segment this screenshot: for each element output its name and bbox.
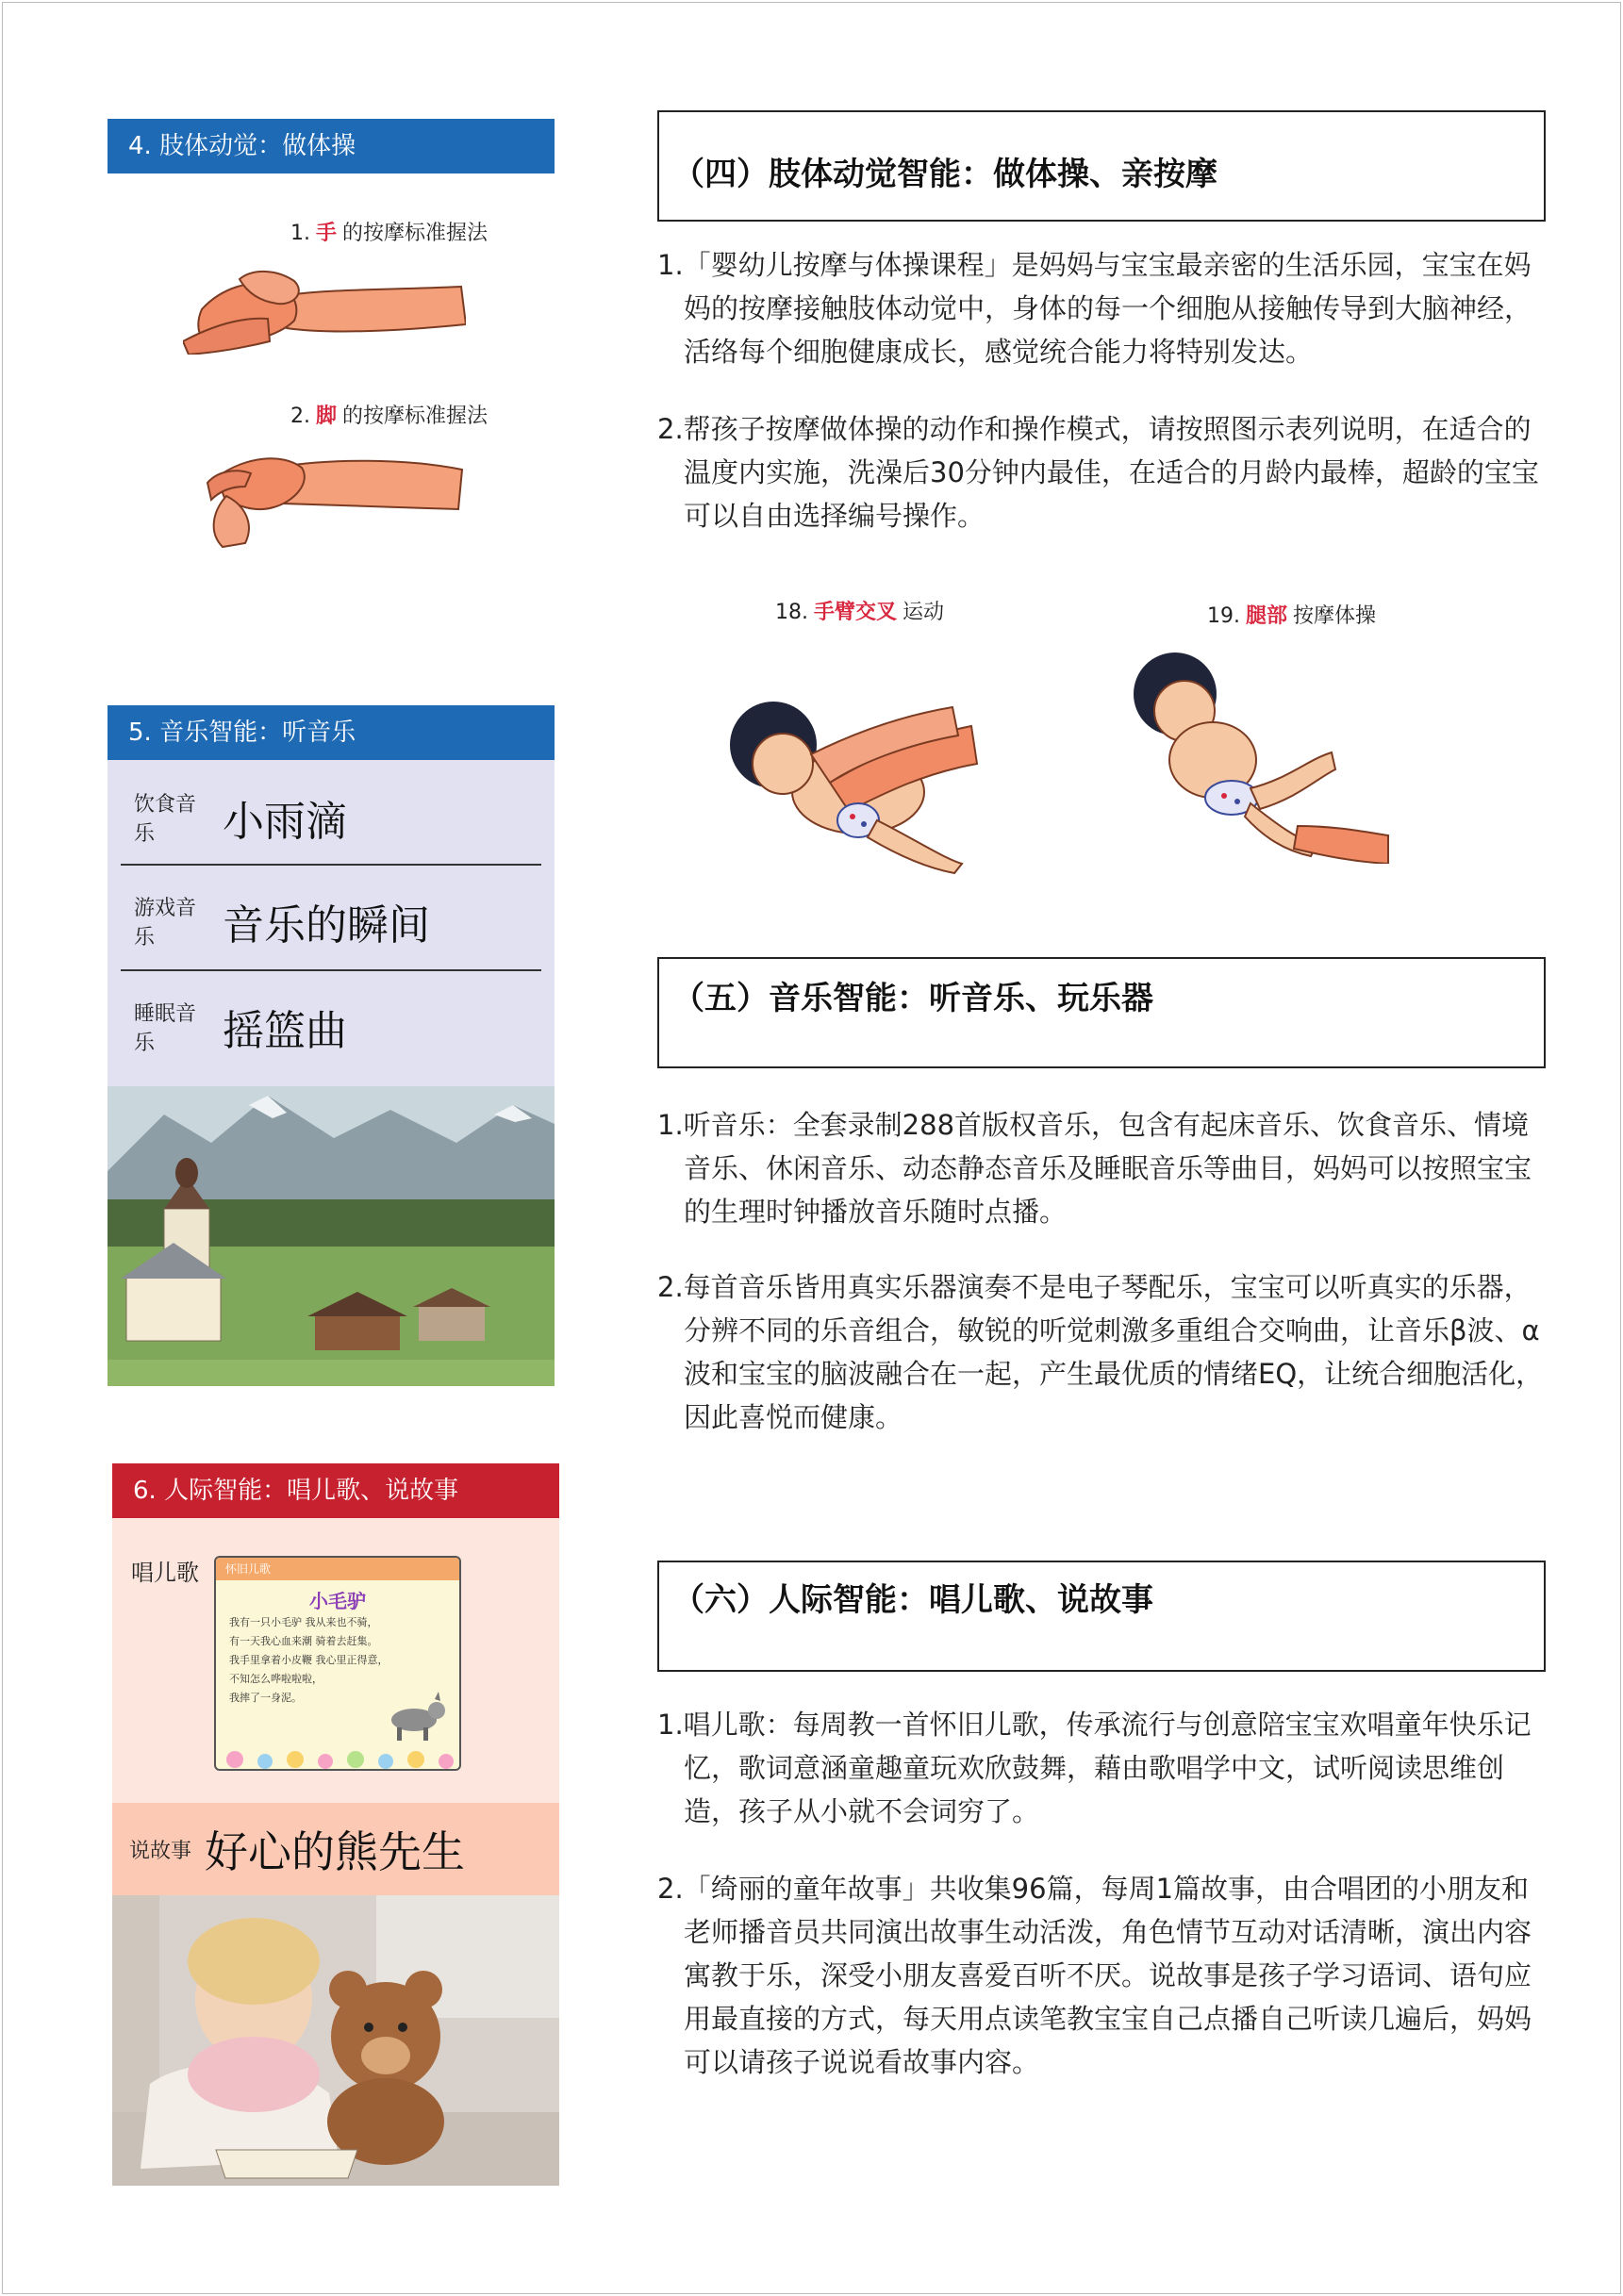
hand-grip-caption	[290, 217, 488, 246]
paragraph: 1.唱儿歌：每周教一首怀旧儿歌，传承流行与创意陪宝宝欢唱童年快乐记忆，歌词意涵童趣童玩欢欣鼓舞，藉由歌唱学中文，试听阅读思维创造，孩子从小就不会词穷了。	[657, 1709, 1532, 1827]
panel-music	[108, 705, 555, 1386]
panel-body-movement	[108, 119, 555, 590]
music-row	[121, 975, 541, 1079]
divider	[121, 969, 541, 971]
foot-grip-caption	[290, 400, 488, 429]
caption-number: 19.	[1207, 604, 1240, 628]
lyric-line: 有一天我心血来潮 骑着去赶集。	[229, 1635, 378, 1647]
village-landscape-photo	[108, 1086, 555, 1386]
lyric-card	[214, 1556, 461, 1771]
caption-number: 1.	[290, 222, 310, 245]
story-band	[112, 1803, 559, 1895]
section-heading-box	[657, 1561, 1546, 1672]
girl-with-teddy-bear-photo	[112, 1895, 559, 2186]
caption-highlight: 手	[316, 222, 338, 245]
story-title: 好心的熊先生	[205, 1826, 465, 1877]
panel-interpersonal	[112, 1463, 559, 2186]
exercise-caption	[775, 596, 944, 625]
paragraph: 1.「婴幼儿按摩与体操课程」是妈妈与宝宝最亲密的生活乐园，宝宝在妈妈的按摩接触肢体动觉中，身体的每一个细胞从接触传导到大脑神经，活络每个细胞健康成长，感觉统合能力将特别发达。	[657, 249, 1532, 368]
lyric-card-title: 小毛驴	[309, 1590, 366, 1612]
caption-highlight: 手臂交叉	[814, 601, 898, 624]
lyric-line: 我有一只小毛驴 我从来也不骑，	[229, 1616, 378, 1628]
music-row	[121, 869, 541, 973]
arm-cross-exercise-illustration	[717, 679, 981, 877]
caption-text: 的按摩标准握法	[342, 405, 489, 428]
story-label: 说故事	[129, 1839, 192, 1863]
section-heading-box	[657, 957, 1546, 1068]
section-title: （五）音乐智能：听音乐、玩乐器	[672, 980, 1153, 1017]
caption-highlight: 腿部	[1246, 604, 1288, 628]
foot-grip-illustration	[189, 430, 472, 553]
section-title: （四）肢体动觉智能：做体操、亲按摩	[672, 156, 1217, 193]
section-title: （六）人际智能：唱儿歌、说故事	[672, 1581, 1153, 1619]
caption-text: 运动	[903, 601, 945, 624]
caption-text: 的按摩标准握法	[342, 222, 489, 245]
music-title: 音乐的瞬间	[223, 901, 430, 950]
music-category: 睡眠音乐	[134, 1002, 197, 1055]
music-title: 摇篮曲	[223, 1007, 347, 1055]
song-label: 唱儿歌	[131, 1560, 199, 1586]
panel-header: 6. 人际智能：唱儿歌、说故事	[112, 1463, 559, 1518]
caption-number: 2.	[290, 405, 310, 428]
flower-border	[216, 1743, 461, 1771]
divider	[121, 864, 541, 866]
caption-highlight: 脚	[316, 405, 338, 428]
lyric-card-tag: 怀旧儿歌	[216, 1558, 459, 1580]
section-heading-box	[657, 110, 1546, 222]
music-category: 游戏音乐	[134, 897, 197, 950]
lyric-line: 我手里拿着小皮鞭 我心里正得意，	[229, 1654, 389, 1666]
lyric-line: 不知怎么哗啦啦啦，	[229, 1673, 323, 1685]
paragraph: 1.听音乐：全套录制288首版权音乐，包含有起床音乐、饮食音乐、情境音乐、休闲音乐、动态静态音乐及睡眠音乐等曲目，妈妈可以按照宝宝的生理时钟播放音乐随时点播。	[657, 1109, 1532, 1228]
hand-grip-illustration	[183, 251, 466, 355]
leg-massage-exercise-illustration	[1109, 637, 1392, 864]
lyric-line: 我摔了一身泥。	[229, 1692, 302, 1704]
panel-header: 5. 音乐智能：听音乐	[108, 705, 555, 760]
caption-text: 按摩体操	[1293, 604, 1377, 628]
caption-number: 18.	[775, 601, 808, 624]
music-row	[121, 766, 541, 869]
panel-header: 4. 肢体动觉：做体操	[108, 119, 555, 173]
exercise-caption	[1207, 600, 1376, 629]
paragraph: 2.每首音乐皆用真实乐器演奏不是电子琴配乐，宝宝可以听真实的乐器，分辨不同的乐音组合，敏锐的听觉刺激多重组合交响曲，让音乐β波、α波和宝宝的脑波融合在一起，产生最优质的情绪EQ，让统合细胞活化，因此喜悦而健康。	[657, 1271, 1544, 1433]
music-category: 饮食音乐	[134, 793, 197, 846]
paragraph: 2.「绮丽的童年故事」共收集96篇，每周1篇故事，由合唱团的小朋友和老师播音员共同演出故事生动活泼，角色情节互动对话清晰，演出内容寓教于乐，深受小朋友喜爱百听不厌。说故事是孩子学习语词、语句应用最直接的方式，每天用点读笔教宝宝自己点播自己听读几遍后，妈妈可以请孩子说说看故事内容。	[657, 1873, 1532, 2078]
music-title: 小雨滴	[223, 798, 347, 846]
paragraph: 2.帮孩子按摩做体操的动作和操作模式，请按照图示表列说明，在适合的温度内实施，洗澡后30分钟内最佳，在适合的月龄内最棒，超龄的宝宝可以自由选择编号操作。	[657, 413, 1539, 532]
donkey-icon	[376, 1690, 452, 1746]
